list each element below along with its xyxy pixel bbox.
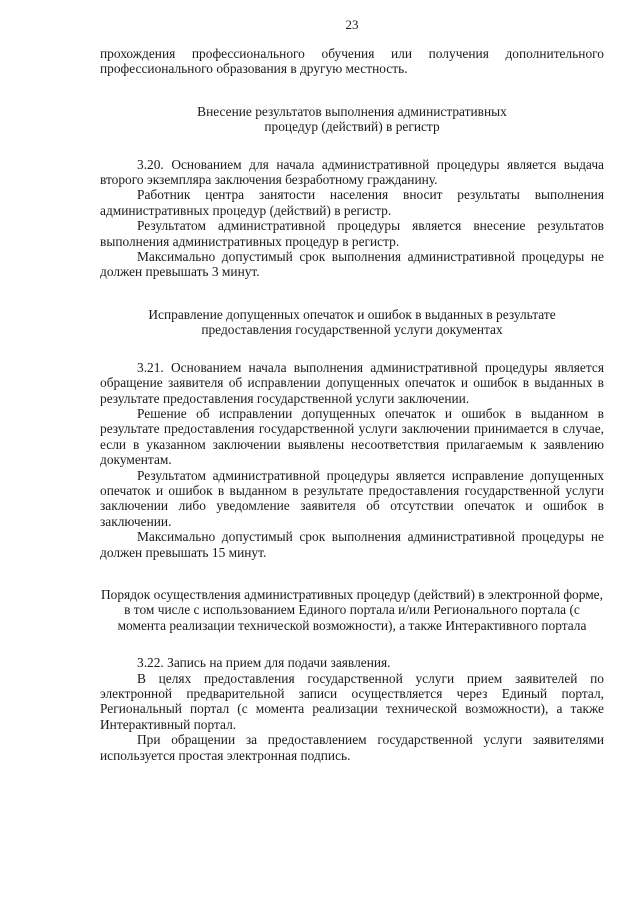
paragraph-3-21-basis: 3.21. Основанием начала выполнения административной процедуры является обращение заявителя об исправлении допущенных опечаток и ошибок в выданных в результате предоставления государственной услуги заключении. bbox=[100, 359, 604, 406]
section-heading-registry: Внесение результатов выполнения административных процедур (действий) в регистр bbox=[197, 103, 507, 135]
paragraph-3-20-result: Результатом административной процедуры является внесение результатов выполнения административных процедур в регистр. bbox=[100, 218, 604, 249]
paragraph-3-20-basis: 3.20. Основанием для начала административной процедуры является выдача второго экземпляра заключения безработному гражданину. bbox=[100, 156, 604, 188]
section-heading-electronic: Порядок осуществления административных процедур (действий) в электронной форме, в том числе с использованием Единого портала и/или Регионального портала (с момента реализации технической возможности), а также Интерактивного портала bbox=[101, 586, 603, 633]
paragraph-3-22-appointment: 3.22. Запись на прием для подачи заявления. bbox=[137, 655, 391, 671]
paragraph-3-20-deadline: Максимально допустимый срок выполнения административной процедуры не должен превышать 3 минут. bbox=[100, 249, 604, 280]
paragraph-3-21-result: Результатом административной процедуры является исправление допущенных опечаток и ошибок в выданном в результате предоставления государственной услуги заключении либо уведомление заявителя об отсутствии опечаток и ошибок в заключении. bbox=[100, 467, 604, 529]
paragraph-3-21-deadline: Максимально допустимый срок выполнения административной процедуры не должен превышать 15 минут. bbox=[100, 529, 604, 560]
section-heading-errors: Исправление допущенных опечаток и ошибок в выданных в результате предоставления государственной услуги документах bbox=[148, 306, 556, 338]
page-number: 23 bbox=[345, 17, 359, 32]
paragraph-3-22-signature: При обращении за предоставлением государственной услуги заявителями используется простая электронная подпись. bbox=[100, 732, 604, 763]
paragraph-3-21-decision: Решение об исправлении допущенных опечаток и ошибок в выданном в результате предоставления государственной услуги заключении принимается в случае, если в указанном заключении выявлены несоответствия прилагаемым к заявлению документам. bbox=[100, 405, 604, 468]
intro-paragraph: прохождения профессионального обучения или получения дополнительного профессионального образования в другую местность. bbox=[100, 46, 604, 77]
paragraph-3-20-worker: Работник центра занятости населения вносит результаты выполнения административных процедур (действий) в регистр. bbox=[100, 187, 604, 218]
paragraph-3-22-portals: В целях предоставления государственной услуги прием заявителей по электронной предварительной записи осуществляется через Единый портал, Региональный портал (с момента реализации технической возможности), а также Интерактивный портал. bbox=[100, 670, 604, 732]
